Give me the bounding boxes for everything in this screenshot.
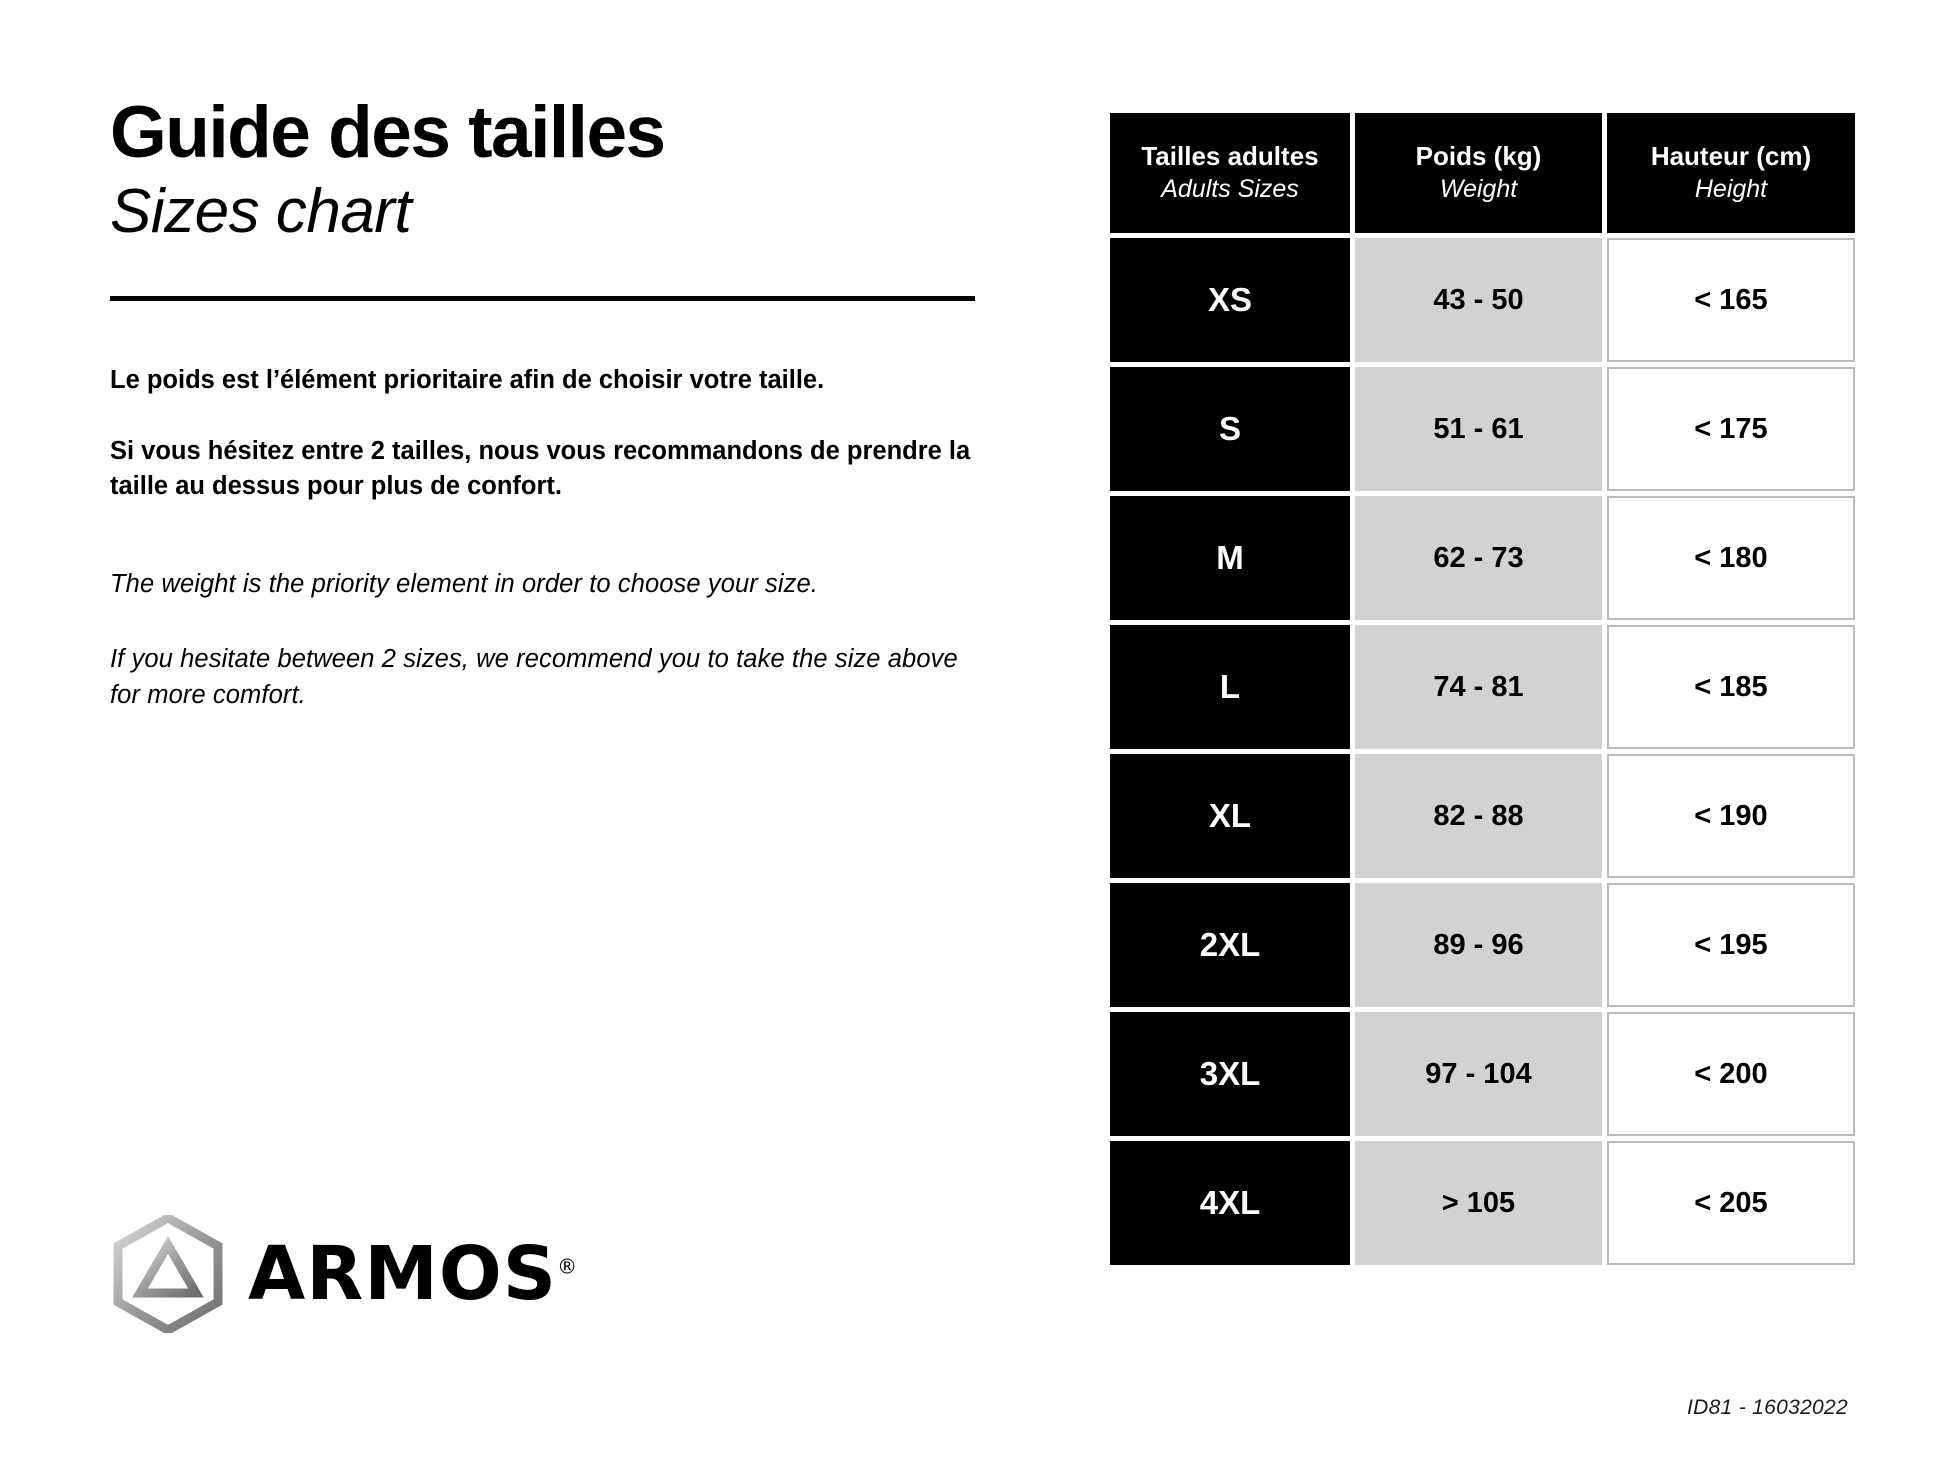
paragraph-fr-1: Le poids est l’élément prioritaire afin de choisir votre taille. (110, 365, 825, 394)
cell-size: S (1110, 367, 1350, 491)
header-height (1607, 113, 1855, 233)
cell-weight: 89 - 96 (1355, 883, 1602, 1007)
cell-height: < 175 (1607, 367, 1855, 491)
cell-weight: 82 - 88 (1355, 754, 1602, 878)
cell-height: < 165 (1607, 238, 1855, 362)
registered-mark: ® (557, 1254, 578, 1279)
table-row (1110, 238, 1855, 362)
table-header-row (1110, 113, 1855, 233)
table-row (1110, 625, 1855, 749)
hexagon-logo-icon (112, 1215, 224, 1333)
table-row (1110, 1012, 1855, 1136)
cell-height: < 195 (1607, 883, 1855, 1007)
title-divider (110, 296, 975, 301)
sizes-table (1105, 108, 1860, 1270)
cell-height: < 185 (1607, 625, 1855, 749)
cell-weight: > 105 (1355, 1141, 1602, 1265)
cell-height: < 200 (1607, 1012, 1855, 1136)
document-reference: ID81 - 16032022 (1687, 1396, 1848, 1419)
header-weight-en: Weight (1439, 175, 1518, 204)
paragraph-en-2: If you hesitate between 2 sizes, we recommend you to take the size above for more comfort. (110, 644, 958, 709)
table-row (1110, 496, 1855, 620)
cell-height: < 205 (1607, 1141, 1855, 1265)
cell-weight: 62 - 73 (1355, 496, 1602, 620)
cell-height: < 180 (1607, 496, 1855, 620)
cell-weight: 97 - 104 (1355, 1012, 1602, 1136)
paragraph-fr-2: Si vous hésitez entre 2 tailles, nous vous recommandons de prendre la taille au dessus pour plus de confort. (110, 436, 971, 501)
brand-name-text: ARMOS (248, 1231, 558, 1317)
header-adult-sizes-en: Adults Sizes (1161, 175, 1299, 204)
page-title-fr: Guide des tailles (110, 92, 665, 173)
header-weight (1355, 113, 1602, 233)
table-row (1110, 1141, 1855, 1265)
brand-name (248, 1231, 578, 1317)
cell-size: M (1110, 496, 1350, 620)
cell-weight: 43 - 50 (1355, 238, 1602, 362)
header-adult-sizes (1110, 113, 1350, 233)
cell-size: 2XL (1110, 883, 1350, 1007)
page-title-en: Sizes chart (110, 177, 412, 247)
cell-size: XL (1110, 754, 1350, 878)
table-row (1110, 367, 1855, 491)
cell-size: 3XL (1110, 1012, 1350, 1136)
header-height-fr: Hauteur (cm) (1650, 140, 1812, 171)
header-weight-fr: Poids (kg) (1415, 140, 1542, 171)
cell-size: XS (1110, 238, 1350, 362)
cell-weight: 74 - 81 (1355, 625, 1602, 749)
header-height-en: Height (1694, 175, 1768, 204)
cell-height: < 190 (1607, 754, 1855, 878)
intro-section (110, 92, 990, 713)
sizes-table-wrapper (1105, 108, 1845, 1270)
table-row (1110, 754, 1855, 878)
header-adult-sizes-fr: Tailles adultes (1141, 140, 1319, 171)
cell-size: L (1110, 625, 1350, 749)
brand-logo (112, 1215, 577, 1333)
cell-size: 4XL (1110, 1141, 1350, 1265)
cell-weight: 51 - 61 (1355, 367, 1602, 491)
paragraph-en-1: The weight is the priority element in order to choose your size. (110, 570, 818, 599)
table-row (1110, 883, 1855, 1007)
